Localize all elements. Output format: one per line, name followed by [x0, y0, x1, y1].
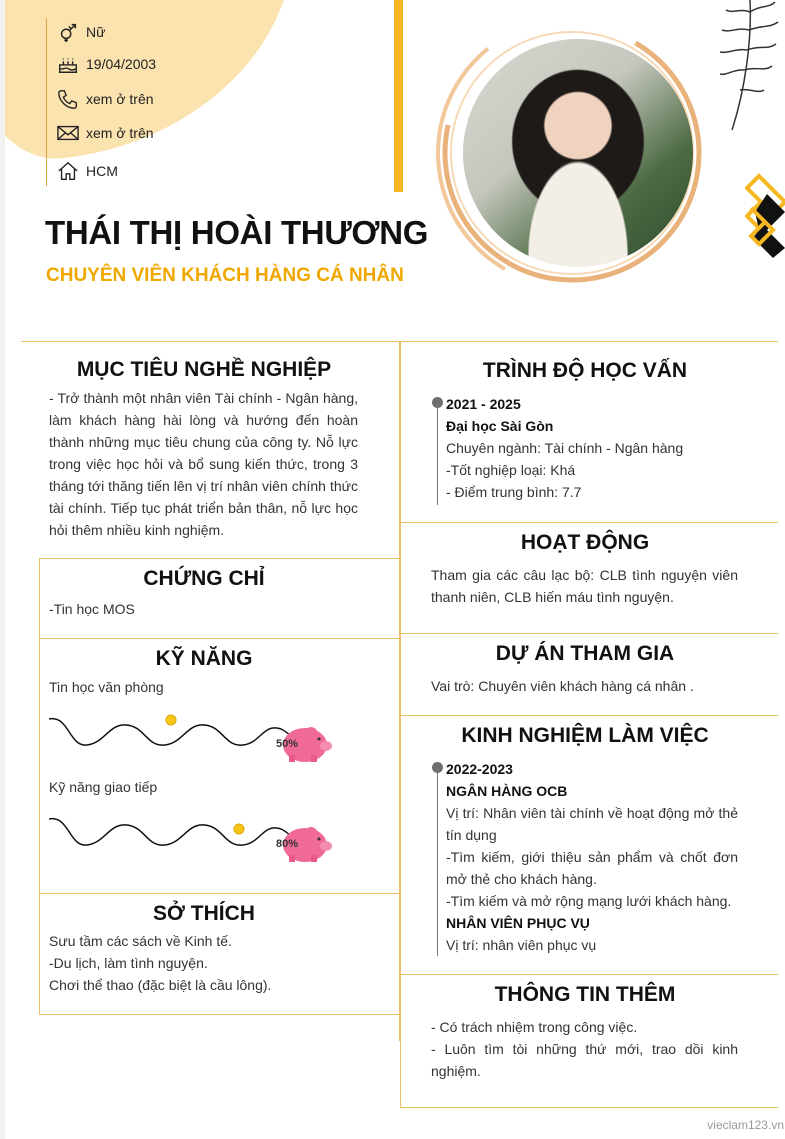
phone-text: xem ở trên: [86, 91, 154, 107]
experience-desc: -Tìm kiếm, giới thiệu sản phẩm và chốt đơn mở thẻ cho khách hàng.: [446, 849, 738, 887]
hobby-line: -Du lịch, làm tình nguyện.: [49, 955, 208, 971]
yellow-accent-bar: [394, 0, 403, 192]
additional-line: - Có trách nhiệm trong công việc.: [431, 1019, 638, 1035]
home-icon: [57, 160, 79, 182]
additional-line: - Luôn tìm tòi những thứ mới, trao dồi kinh nghiệm.: [431, 1041, 738, 1079]
education-school: Đại học Sài Gòn: [446, 418, 554, 434]
divider-right-4: [400, 974, 778, 975]
hobby-line: Sưu tầm các sách về Kinh tế.: [49, 933, 232, 949]
birthday-text: 19/04/2003: [86, 56, 157, 72]
timeline-line: [437, 768, 438, 956]
experience-company: NGÂN HÀNG OCB: [446, 783, 568, 799]
objective-title: MỤC TIÊU NGHỀ NGHIỆP: [76, 358, 332, 381]
phone-icon: [57, 88, 79, 110]
hobby-line: Chơi thể thao (đặc biệt là cầu lông).: [49, 977, 272, 993]
experience-desc: Vị trí: Nhân viên tài chính về hoạt động mở thẻ tín dụng: [446, 805, 738, 843]
experience-desc: Vị trí: nhân viên phục vụ: [446, 937, 597, 953]
skill-name: Tin học văn phòng: [49, 679, 164, 695]
gender-text: Nữ: [86, 24, 106, 40]
divider-left-4: [39, 1014, 400, 1015]
experience-desc: -Tìm kiếm và mở rộng mạng lưới khách hàng.: [446, 893, 732, 909]
chevron-decoration-icon: [745, 172, 785, 260]
divider-right-col-edge: [400, 341, 401, 1108]
contact-info: [46, 18, 246, 186]
activities-text: Tham gia các câu lạc bộ: CLB tình nguyện viên thanh niên, CLB hiến máu tình nguyện.: [431, 567, 738, 605]
divider-right-1: [400, 522, 778, 523]
cv-page: [5, 0, 785, 1139]
skill-name: Kỹ năng giao tiếp: [49, 779, 158, 795]
birthday-row: [57, 53, 156, 75]
projects-text: Vai trò: Chuyên viên khách hàng cá nhân .: [431, 678, 694, 694]
skill-level: 80%: [276, 838, 299, 850]
projects-title: DỰ ÁN THAM GIA: [495, 642, 675, 665]
education-title: TRÌNH ĐỘ HỌC VẤN: [482, 359, 688, 382]
email-text: xem ở trên: [86, 125, 154, 141]
education-period: 2021 - 2025: [446, 396, 521, 412]
candidate-name: THÁI THỊ HOÀI THƯƠNG: [45, 214, 429, 251]
divider-right-3: [400, 715, 778, 716]
divider-left-1: [39, 558, 400, 559]
hobbies-title: SỞ THÍCH: [153, 902, 255, 925]
certificates-title: CHỨNG CHỈ: [143, 567, 265, 590]
education-line: - Điểm trung bình: 7.7: [446, 484, 582, 500]
plant-decoration-icon: [720, 0, 780, 135]
experience-period: 2022-2023: [446, 761, 513, 777]
phone-row: [57, 88, 154, 110]
education-line: Chuyên ngành: Tài chính - Ngân hàng: [446, 440, 684, 456]
footer-watermark: vieclam123.vn: [707, 1118, 784, 1132]
certificates-text: -Tin học MOS: [49, 601, 135, 617]
timeline-line: [437, 403, 438, 505]
divider-right-5: [400, 1107, 778, 1108]
candidate-title: CHUYÊN VIÊN KHÁCH HÀNG CÁ NHÂN: [46, 265, 404, 286]
cake-icon: [57, 53, 79, 75]
additional-title: THÔNG TIN THÊM: [494, 983, 676, 1006]
divider-left-3: [39, 893, 400, 894]
divider-left-2: [39, 638, 400, 639]
gender-row: [57, 21, 105, 43]
profile-photo: [463, 39, 693, 267]
gender-icon: [57, 21, 79, 43]
education-line: -Tốt nghiệp loại: Khá: [446, 462, 576, 478]
skill-level: 50%: [276, 738, 299, 750]
skills-title: KỸ NĂNG: [155, 647, 253, 670]
address-text: HCM: [86, 163, 118, 179]
divider-left-vertical: [39, 558, 40, 1015]
email-icon: [57, 122, 79, 144]
activities-title: HOẠT ĐỘNG: [520, 531, 650, 554]
experience-position: NHÂN VIÊN PHỤC VỤ: [446, 915, 590, 931]
email-row: [57, 122, 154, 144]
divider-right-2: [400, 633, 778, 634]
address-row: [57, 160, 118, 182]
objective-text: - Trở thành một nhân viên Tài chính - Ngân hàng, làm khách hàng hài lòng và hướng đến hoàn thành những mục tiêu chung của công ty. Nỗ lực trong việc học hỏi và bổ sung kiến thức, trong 3 tháng tới thăng tiến lên vị trí nhân viên chính thức tài chính. Tiếp tục phát triển bản thân, nỗ lực học hỏi thêm nhiều kinh nghiệm.: [49, 390, 358, 538]
experience-title: KINH NGHIỆM LÀM VIỆC: [461, 724, 709, 747]
